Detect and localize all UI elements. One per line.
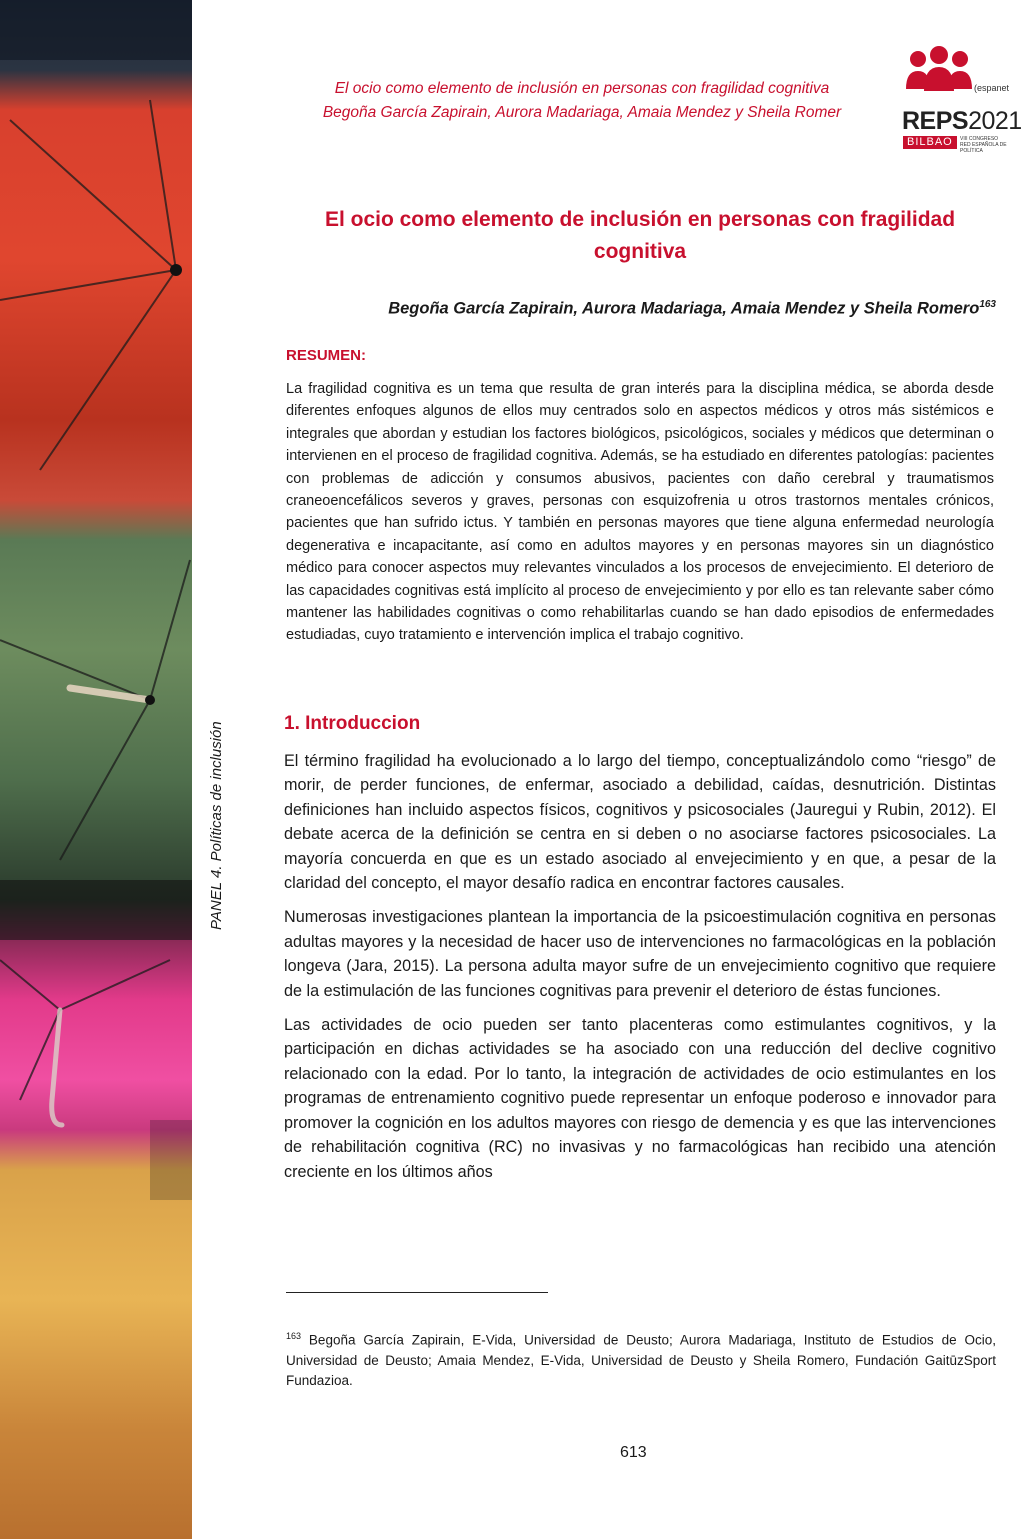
logo-city: BILBAO (903, 136, 957, 149)
logo-reps-text (902, 107, 1022, 136)
running-head-title: El ocio como elemento de inclusión en personas con fragilidad cognitiva (334, 80, 830, 97)
footnote-number: 163 (286, 1331, 302, 1341)
espanet-label: (espanet (974, 83, 1010, 93)
running-head-authors: Begoña García Zapirain, Aurora Madariaga, Amaia Mendez y Sheila Romer (322, 104, 842, 121)
section-body (284, 749, 996, 1194)
umbrella-ribs-decoration (0, 0, 192, 1539)
paper-authors (388, 299, 996, 319)
logo-year: 2021 (968, 107, 1022, 135)
author-names: Begoña García Zapirain, Aurora Madariaga, Amaia Mendez y Sheila Romero (388, 299, 980, 318)
logo-congreso: VIII CONGRESO RED ESPAÑOLA DE POLÍTICA (960, 136, 1007, 154)
side-panel-label: PANEL 4. Políticas de inclusión (208, 721, 225, 930)
logo-reps: REPS (902, 107, 969, 135)
footnote (286, 1326, 996, 1391)
footnote-text: Begoña García Zapirain, E-Vida, Universidad de Deusto; Aurora Madariaga, Instituto de Estudios de Ocio, Universidad de Deusto; Amaia Mendez, E-Vida, Universidad de Deusto y Sheila Romero, Fundación GaitūzSport Fundazioa. (286, 1332, 996, 1388)
page-number: 613 (620, 1444, 647, 1461)
abstract-text: La fragilidad cognitiva es un tema que resulta de gran interés para la disciplina médica, se aborda desde diferentes enfoques algunos de ellos muy centrados solo en aspectos médicos y otros más sistémicos e integrales que abordan y estudian los factores biológicos, psicológicos, sociales y médicos que determinan o intervienen en el proceso de fragilidad cognitiva. Además, se ha estudiado en diferentes patologías: pacientes con problemas de adicción y consumos abusivos, pacientes con daño cerebral y traumatismos craneoencefálicos severos y graves, personas con esquizofrenia u otros trastornos mentales crónicos, pacientes que han sufrido ictus. Y también en personas mayores que tiene alguna enfermedad neurología degenerativa e incapacitante, así como en adultos mayores y en personas mayores sin un diagnóstico médico para conocer aspectos muy relevantes vinculados a los procesos de envejecimiento. El deterioro de las capacidades cognitivas está implícito al proceso de envejecimiento y por ello es tan relevante saber cómo mantener las habilidades cognitivas o como rehabilitarlas cuando se han dado episodios de enfermedades estudiadas, cuyo tratamiento e intervención implica el trabajo cognitivo. (286, 381, 994, 644)
running-head (292, 77, 872, 125)
footnote-divider (286, 1292, 548, 1293)
author-footnote-ref: 163 (979, 299, 996, 310)
reps-2021-logo (898, 45, 1022, 155)
body-paragraph: El término fragilidad ha evolucionado a lo largo del tiempo, conceptualizándolo como “riesgo” de morir, de perder funciones, de enfermar, asociado a debilidad, caídas, desnutrición. Distintas definiciones han incluido aspectos físicos, cognitivos y psicosociales (Jauregui y Rubin, 2012). El debate acerca de la definición se centra en si deben o no asociarse factores psicosociales. La mayoría concuerda en que es un estado asociado al envejecimiento y en que, a pesar de la claridad del concepto, el mayor desafío radica en encontrar factores causales. (284, 752, 996, 893)
paper-title: El ocio como elemento de inclusión en personas con fragilidad cognitiva (324, 208, 956, 263)
umbrella-photo-strip (0, 0, 192, 1539)
section-heading: 1. Introduccion (284, 713, 421, 734)
abstract-heading: RESUMEN: (286, 347, 367, 364)
body-paragraph: Las actividades de ocio pueden ser tanto placenteras como estimulantes cognitivos, y la participación en dichas actividades se ha asociado con una reducción del declive cognitivo relacionado con la edad. Por lo tanto, la integración de actividades de ocio estimulantes en los programas de entrenamiento cognitivo puede representar un enfoque poderoso e innovador para promover la cognición en los adultos mayores con riesgo de demencia y es que las intervenciones de rehabilitación cognitiva (RC) no invasivas y no farmacológicas han recibido una atención creciente en los últimos años (284, 1016, 996, 1181)
body-paragraph: Numerosas investigaciones plantean la importancia de la psicoestimulación cognitiva en personas adultas mayores y la necesidad de hacer uso de intervenciones no farmacológicas en la población longeva (Jara, 2015). La persona adulta mayor sufre de un envejecimiento cognitivo que requiere de la estimulación de las funciones cognitivas para prevenir el deterioro de éstas funciones. (284, 908, 996, 1000)
people-group-icon (904, 45, 974, 105)
